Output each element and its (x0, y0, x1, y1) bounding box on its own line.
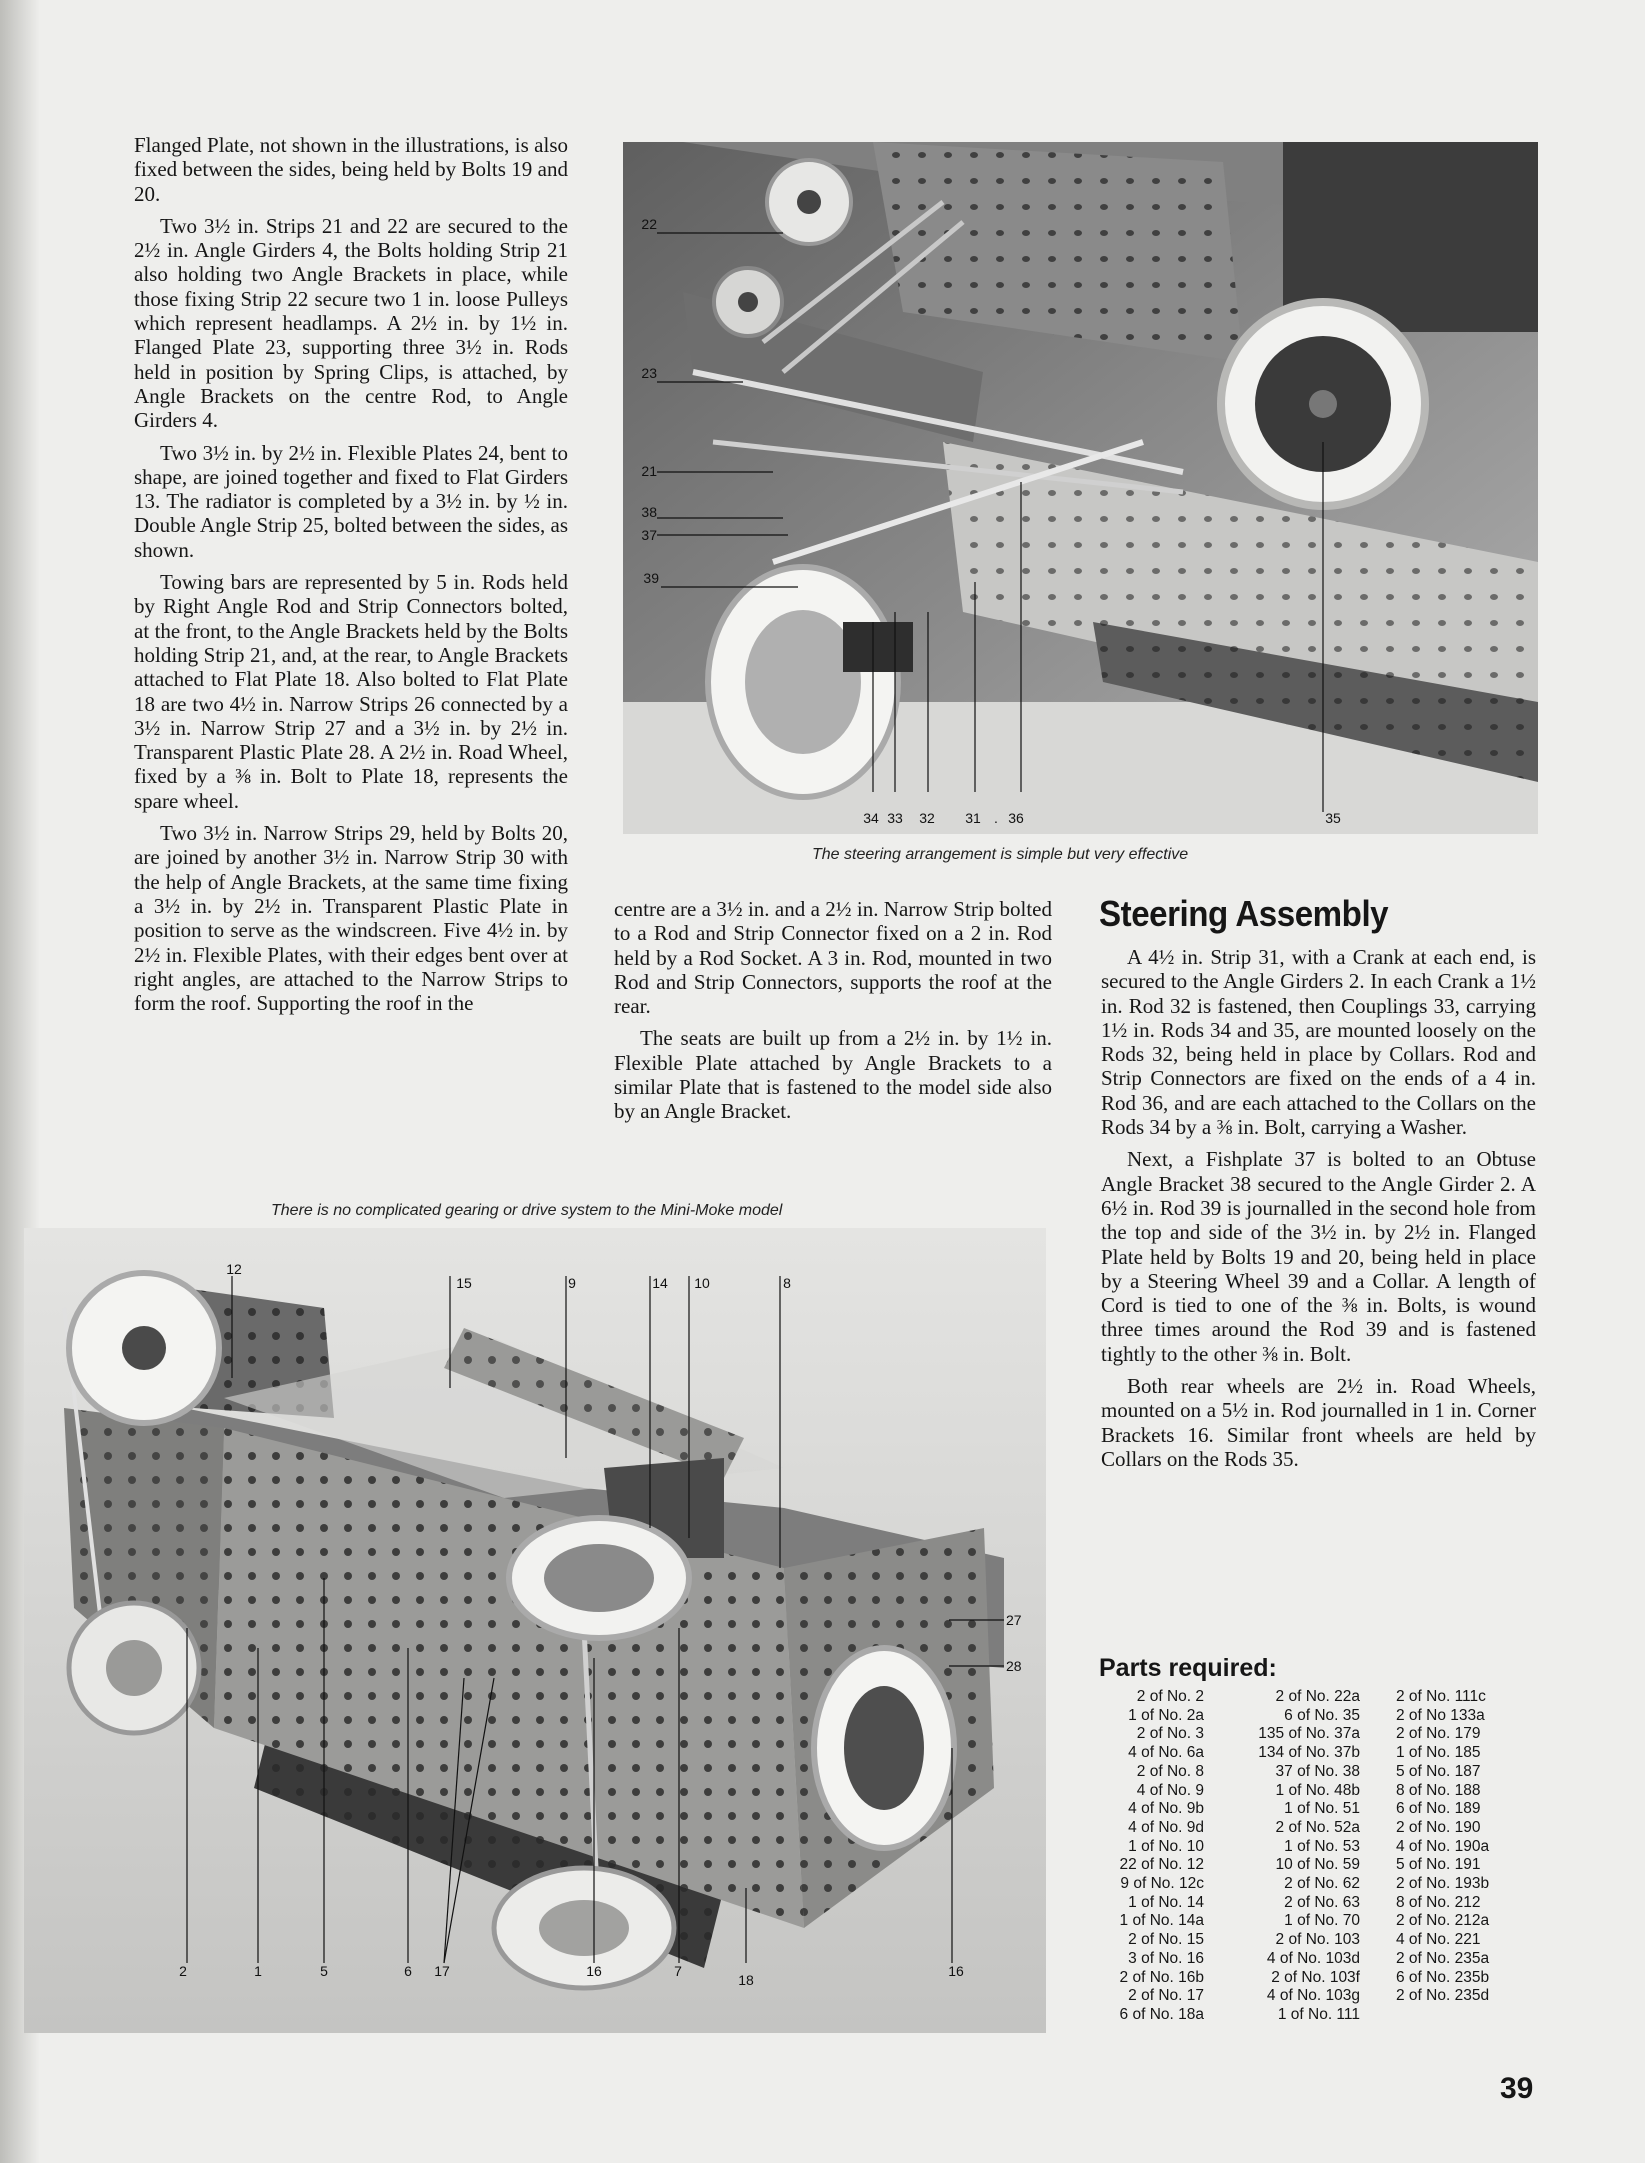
left-text-column (134, 133, 568, 1015)
part-item: 1 of No. 10 (1128, 1837, 1204, 1855)
part-item: 4 of No. 6a (1128, 1744, 1204, 1762)
callout-label: 16 (586, 1963, 602, 1979)
part-item: 134 of No. 37b (1258, 1744, 1360, 1762)
part-item: 2 of No. 52a (1275, 1818, 1360, 1836)
part-item: 2 of No. 62 (1284, 1875, 1360, 1893)
part-item: 8 of No. 212 (1396, 1893, 1481, 1911)
part-item: 2 of No. 179 (1396, 1725, 1481, 1743)
part-item: 10 of No. 59 (1275, 1856, 1360, 1874)
part-item: 1 of No. 14 (1128, 1893, 1204, 1911)
part-item: 2 of No. 3 (1136, 1725, 1204, 1743)
paragraph: The seats are built up from a 2½ in. by 1½ in. Flexible Plate attached by Angle Brackets to a similar Plate that is fastened to the model side also by an Angle Bracket. (614, 1026, 1052, 1124)
model-photo-caption: There is no complicated gearing or drive system to the Mini-Moke model (271, 1202, 783, 1219)
part-item: 1 of No. 51 (1284, 1800, 1360, 1818)
callout-label: 34 (863, 810, 879, 826)
part-item: 5 of No. 191 (1396, 1856, 1481, 1874)
part-item: 2 of No. 15 (1128, 1931, 1204, 1949)
callout-label: 10 (694, 1275, 710, 1291)
callout-label: 39 (643, 570, 659, 586)
part-item: 4 of No. 190a (1396, 1837, 1490, 1855)
part-item: 6 of No. 235b (1396, 1968, 1490, 1986)
model-callouts (24, 1228, 1046, 2033)
callout-label: 16 (948, 1963, 964, 1979)
paragraph: Next, a Fishplate 37 is bolted to an Obtuse Angle Bracket 38 secured to the Angle Girder 2. A 6½ in. Rod 39 is journalled in the second hole from the top and side of the 3½ in. by 2½ in. Flanged Plate held by Bolts 19 and 20, being held in place by a Steering Wheel 39 and a Collar. A length of Cord is tied to one of the ⅜ in. Bolts, is wound three times around the Rod 39 and is fastened tightly to the other ⅜ in. Bolt. (1101, 1147, 1536, 1366)
steering-photo-caption: The steering arrangement is simple but very effective (812, 846, 1189, 863)
part-item: 5 of No. 187 (1396, 1762, 1481, 1780)
callout-label: 12 (226, 1261, 242, 1277)
part-item: 22 of No. 12 (1119, 1856, 1204, 1874)
part-item: 2 of No. 8 (1136, 1762, 1204, 1780)
part-item: 4 of No. 9 (1136, 1781, 1204, 1799)
callout-label: 33 (887, 810, 903, 826)
part-item: 2 of No. 111c (1396, 1688, 1486, 1705)
part-item: 2 of No. 103 (1275, 1931, 1360, 1949)
callout-label: 31 (965, 810, 981, 826)
page-number: 39 (1500, 2072, 1534, 2105)
steering-photo (623, 142, 1538, 834)
callout-label: 17 (434, 1963, 450, 1979)
part-item: 2 of No. 190 (1396, 1818, 1481, 1836)
callout-label: 15 (456, 1275, 472, 1291)
paragraph: Two 3½ in. Narrow Strips 29, held by Bolts 20, are joined by another 3½ in. Narrow Strip 30 with the help of Angle Brackets, at the same time fixing a 3½ in. by 2½ in. Transparent Plastic Plate in position to serve as the windscreen. Five 4½ in. by 2½ in. Flexible Plates, with their edges bent over at right angles, are attached to the Narrow Strips to form the roof. Supporting the roof in the (134, 821, 568, 1016)
part-item: 2 of No. 22a (1275, 1688, 1360, 1705)
part-item: 2 of No 133a (1396, 1706, 1485, 1724)
part-item: 2 of No. 16b (1119, 1968, 1204, 1986)
callout-label: . (994, 810, 998, 826)
parts-column-3 (1396, 1688, 1526, 2006)
callout-label: 14 (652, 1275, 668, 1291)
callout-label: 37 (641, 527, 657, 543)
callout-label: 2 (179, 1963, 187, 1979)
paragraph: A 4½ in. Strip 31, with a Crank at each end, is secured to the Angle Girders 2. In each Crank a 1½ in. Rod 32 is fastened, then Couplings 33, carrying 1½ in. Rods 34 and 35, are mounted loosely on the Rods 32, being held in place by Collars. Rod and Strip Connectors are fixed on the ends of a 4 in. Rod 36, and are each attached to the Collars on the Rods 34 by a ⅜ in. Bolt, carrying a Washer. (1101, 945, 1536, 1140)
callout-label: 22 (641, 216, 657, 232)
part-item: 2 of No. 17 (1128, 1987, 1204, 2005)
callout-label: 28 (1006, 1658, 1022, 1674)
parts-required-heading: Parts required: (1099, 1654, 1277, 1682)
part-item: 1 of No. 185 (1396, 1744, 1481, 1762)
part-item: 37 of No. 38 (1275, 1762, 1360, 1780)
paragraph: Two 3½ in. Strips 21 and 22 are secured to the 2½ in. Angle Girders 4, the Bolts holding Strip 21 also holding two Angle Brackets in place, while those fixing Strip 22 secure two 1 in. loose Pulleys which represent headlamps. A 2½ in. by 1½ in. Flanged Plate 23, supporting three 3½ in. Rods held in position by Spring Clips, is attached, by Angle Brackets on the centre Rod, to Angle Girders 4. (134, 213, 568, 433)
paragraph: centre are a 3½ in. and a 2½ in. Narrow Strip bolted to a Rod and Strip Connector fixed on a 2 in. Rod held by a Rod Socket. A 3 in. Rod, mounted in two Rod and Strip Connectors, supports the roof at the rear. (614, 897, 1052, 1019)
part-item: 1 of No. 48b (1275, 1781, 1360, 1799)
part-item: 2 of No. 193b (1396, 1875, 1490, 1893)
callout-label: 21 (641, 463, 657, 479)
callout-label: 32 (919, 810, 935, 826)
part-item: 4 of No. 221 (1396, 1931, 1481, 1949)
callout-label: 23 (641, 365, 657, 381)
part-item: 2 of No. 2 (1136, 1688, 1204, 1705)
paragraph: Both rear wheels are 2½ in. Road Wheels, mounted on a 5½ in. Rod journalled in 1 in. Corner Brackets 16. Similar front wheels are held by Collars on the Rods 35. (1101, 1374, 1536, 1471)
callout-label: 8 (783, 1275, 791, 1291)
callout-label: 27 (1006, 1612, 1022, 1628)
part-item: 9 of No. 12c (1120, 1875, 1204, 1893)
part-item: 2 of No. 235d (1396, 1987, 1490, 2005)
part-item: 8 of No. 188 (1396, 1781, 1481, 1799)
part-item: 4 of No. 103d (1266, 1949, 1360, 1967)
paragraph: Two 3½ in. by 2½ in. Flexible Plates 24, bent to shape, are joined together and fixed to Flat Girders 13. The radiator is completed by a 3½ in. by ½ in. Double Angle Strip 25, bolted between the sides, as shown. (134, 440, 568, 562)
paragraph: Flanged Plate, not shown in the illustrations, is also fixed between the sides, being held by Bolts 19 and 20. (134, 133, 568, 206)
steering-text-column (1101, 945, 1536, 1471)
callout-label: 35 (1325, 810, 1341, 826)
callout-label: 5 (320, 1963, 328, 1979)
callout-label: 7 (674, 1963, 682, 1979)
callout-label: 18 (738, 1972, 754, 1988)
callout-label: 6 (404, 1963, 412, 1979)
part-item: 6 of No. 35 (1284, 1706, 1360, 1724)
callout-label: 36 (1008, 810, 1024, 826)
paragraph: Towing bars are represented by 5 in. Rods held by Right Angle Rod and Strip Connectors bolted, at the front, to the Angle Brackets held by the Bolts holding Strip 21, and, at the rear, to Angle Brackets attached to Flat Plate 18. Also bolted to Flat Plate 18 are two 4½ in. Narrow Strips 26 connected by a 3½ in. Narrow Strip 27 and a 3½ in. by 2½ in. Transparent Plastic Plate 28. A 2½ in. Road Wheel, fixed by a ⅜ in. Bolt to Plate 18, represents the spare wheel. (134, 570, 568, 813)
steering-callouts (623, 142, 1538, 834)
part-item: 3 of No. 16 (1128, 1949, 1204, 1967)
part-item: 2 of No. 63 (1284, 1893, 1360, 1911)
part-item: 135 of No. 37a (1258, 1725, 1360, 1743)
steering-assembly-heading: Steering Assembly (1099, 893, 1389, 934)
part-item: 2 of No. 103f (1271, 1968, 1360, 1986)
part-item: 2 of No. 212a (1396, 1912, 1490, 1930)
callout-label: 1 (254, 1963, 262, 1979)
part-item: 4 of No. 9b (1128, 1800, 1204, 1818)
part-item: 1 of No. 2a (1128, 1706, 1204, 1724)
callout-label: 9 (568, 1275, 576, 1291)
part-item: 2 of No. 235a (1396, 1949, 1490, 1967)
parts-column-2 (1228, 1688, 1360, 2025)
part-item: 1 of No. 14a (1119, 1912, 1204, 1930)
part-item: 1 of No. 70 (1284, 1912, 1360, 1930)
callout-label: 38 (641, 504, 657, 520)
part-item: 1 of No. 111 (1277, 2005, 1360, 2023)
part-item: 4 of No. 103g (1266, 1987, 1360, 2005)
middle-text-column (614, 897, 1052, 1124)
part-item: 4 of No. 9d (1128, 1818, 1204, 1836)
part-item: 1 of No. 53 (1284, 1837, 1360, 1855)
part-item: 6 of No. 189 (1396, 1800, 1481, 1818)
mini-moke-photo (24, 1228, 1046, 2033)
parts-column-1 (1104, 1688, 1204, 2025)
part-item: 6 of No. 18a (1119, 2005, 1204, 2023)
